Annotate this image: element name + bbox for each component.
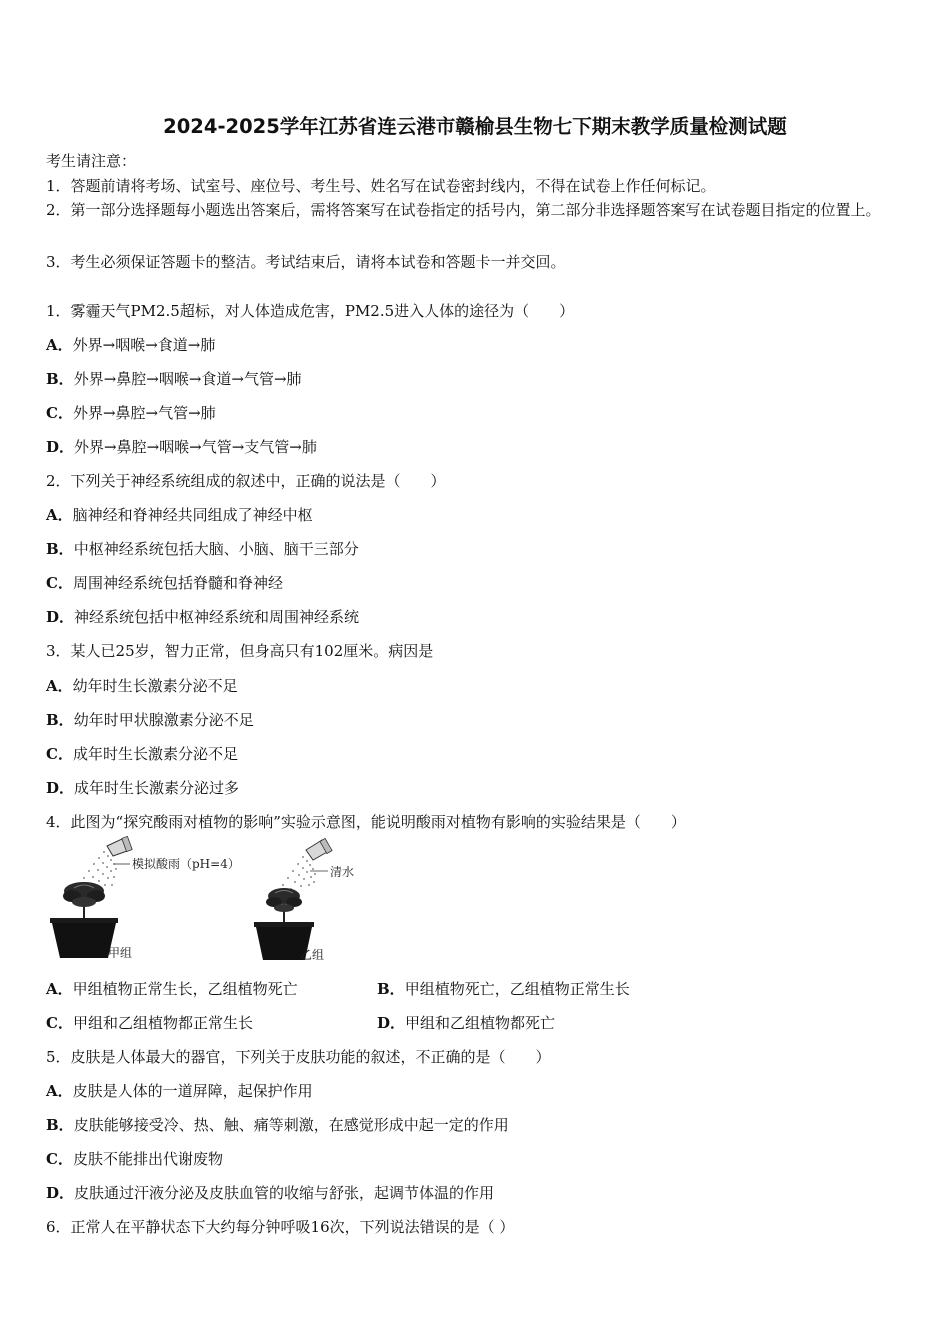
option-text: 外界→咽喉→食道→肺 — [72, 336, 216, 354]
notice-item-1: 1．答题前请将考场、试室号、座位号、考生号、姓名写在试卷密封线内，不得在试卷上作任何标记。 — [46, 177, 716, 195]
q4-option-a — [46, 979, 298, 999]
option-label: A． — [46, 1082, 73, 1100]
option-text: 皮肤不能排出代谢废物 — [72, 1150, 223, 1168]
q4-option-b — [377, 979, 630, 999]
option-label: B． — [46, 1116, 74, 1134]
option-label: D． — [46, 608, 75, 626]
q1-option-a — [46, 335, 215, 355]
right-spray-dots — [282, 856, 316, 890]
left-spray-nozzle-icon — [107, 836, 132, 856]
page-title: 2024-2025学年江苏省连云港市赣榆县生物七下期末教学质量检测试题 — [163, 115, 787, 138]
option-text: 甲组和乙组植物都正常生长 — [72, 1014, 253, 1032]
option-text: 外界→鼻腔→咽喉→食道→气管→肺 — [73, 370, 302, 388]
option-label: D． — [46, 1184, 75, 1202]
option-label: A． — [46, 980, 73, 998]
option-label: D． — [46, 779, 75, 797]
option-text: 幼年时甲状腺激素分泌不足 — [73, 711, 254, 729]
notice-item-2: 2．第一部分选择题每小题选出答案后，需将答案写在试卷指定的括号内，第二部分非选择题答案写在试卷题目指定的位置上。 — [46, 201, 881, 219]
q1-option-d — [46, 437, 317, 457]
question-3-stem: 3．某人已25岁，智力正常，但身高只有102厘米。病因是 — [46, 642, 434, 660]
option-label: C． — [46, 1014, 73, 1032]
option-label: C． — [46, 404, 73, 422]
question-1-stem: 1．雾霾天气PM2.5超标，对人体造成危害，PM2.5进入人体的途径为（ ） — [46, 302, 575, 320]
left-spray-label: 模拟酸雨（pH=4） — [132, 857, 240, 871]
option-text: 皮肤能够接受冷、热、触、痛等刺激，在感觉形成中起一定的作用 — [73, 1116, 509, 1134]
acid-rain-experiment-figure — [44, 836, 384, 970]
option-label: A． — [46, 336, 73, 354]
q3-option-a — [46, 676, 238, 696]
option-text: 皮肤是人体的一道屏障，起保护作用 — [72, 1082, 313, 1100]
q2-option-b — [46, 539, 359, 559]
question-4-stem: 4．此图为“探究酸雨对植物的影响”实验示意图，能说明酸雨对植物有影响的实验结果是（ ） — [46, 813, 686, 831]
left-plant-icon — [63, 882, 105, 920]
q4-option-d — [377, 1013, 555, 1033]
option-text: 甲组和乙组植物都死亡 — [405, 1014, 556, 1032]
option-label: B． — [377, 980, 405, 998]
q2-option-d — [46, 607, 359, 627]
option-label: C． — [46, 1150, 73, 1168]
question-2-stem: 2．下列关于神经系统组成的叙述中，正确的说法是（ ） — [46, 472, 446, 490]
question-5-stem: 5．皮肤是人体最大的器官，下列关于皮肤功能的叙述，不正确的是（ ） — [46, 1048, 551, 1066]
q2-option-a — [46, 505, 313, 525]
option-label: D． — [46, 438, 75, 456]
option-label: C． — [46, 574, 73, 592]
question-6-stem: 6．正常人在平静状态下大约每分钟呼吸16次，下列说法错误的是（ ） — [46, 1218, 515, 1236]
option-text: 外界→鼻腔→咽喉→气管→支气管→肺 — [74, 438, 317, 456]
q1-option-b — [46, 369, 302, 389]
q3-option-c — [46, 744, 238, 764]
q3-option-b — [46, 710, 254, 730]
q4-option-c — [46, 1013, 253, 1033]
option-text: 脑神经和脊神经共同组成了神经中枢 — [72, 506, 313, 524]
q2-option-c — [46, 573, 283, 593]
option-text: 甲组植物死亡，乙组植物正常生长 — [404, 980, 630, 998]
option-text: 神经系统包括中枢神经系统和周围神经系统 — [74, 608, 360, 626]
option-text: 外界→鼻腔→气管→肺 — [72, 404, 216, 422]
option-label: A． — [46, 506, 73, 524]
option-label: B． — [46, 540, 74, 558]
q5-option-a — [46, 1081, 313, 1101]
option-label: B． — [46, 711, 74, 729]
q3-option-d — [46, 778, 239, 798]
option-text: 幼年时生长激素分泌不足 — [72, 677, 238, 695]
right-spray-label: 清水 — [330, 865, 355, 879]
notice-item-3: 3．考生必须保证答题卡的整洁。考试结束后，请将本试卷和答题卡一并交回。 — [46, 253, 566, 271]
right-spray-nozzle-icon — [306, 838, 332, 860]
option-text: 周围神经系统包括脊髓和脊神经 — [72, 574, 283, 592]
q1-option-c — [46, 403, 216, 423]
notice-heading: 考生请注意： — [46, 152, 137, 170]
option-text: 中枢神经系统包括大脑、小脑、脑干三部分 — [73, 540, 359, 558]
q5-option-b — [46, 1115, 509, 1135]
option-text: 成年时生长激素分泌不足 — [72, 745, 238, 763]
option-label: C． — [46, 745, 73, 763]
option-label: A． — [46, 677, 73, 695]
q5-option-d — [46, 1183, 494, 1203]
right-plant-icon — [266, 888, 302, 924]
option-label: D． — [377, 1014, 406, 1032]
option-text: 成年时生长激素分泌过多 — [74, 779, 240, 797]
option-text: 甲组植物正常生长，乙组植物死亡 — [72, 980, 298, 998]
q5-option-c — [46, 1149, 223, 1169]
option-text: 皮肤通过汗液分泌及皮肤血管的收缩与舒张，起调节体温的作用 — [74, 1184, 495, 1202]
option-label: B． — [46, 370, 74, 388]
right-group-label: 乙组 — [300, 948, 325, 962]
left-group-label: 甲组 — [108, 946, 133, 960]
